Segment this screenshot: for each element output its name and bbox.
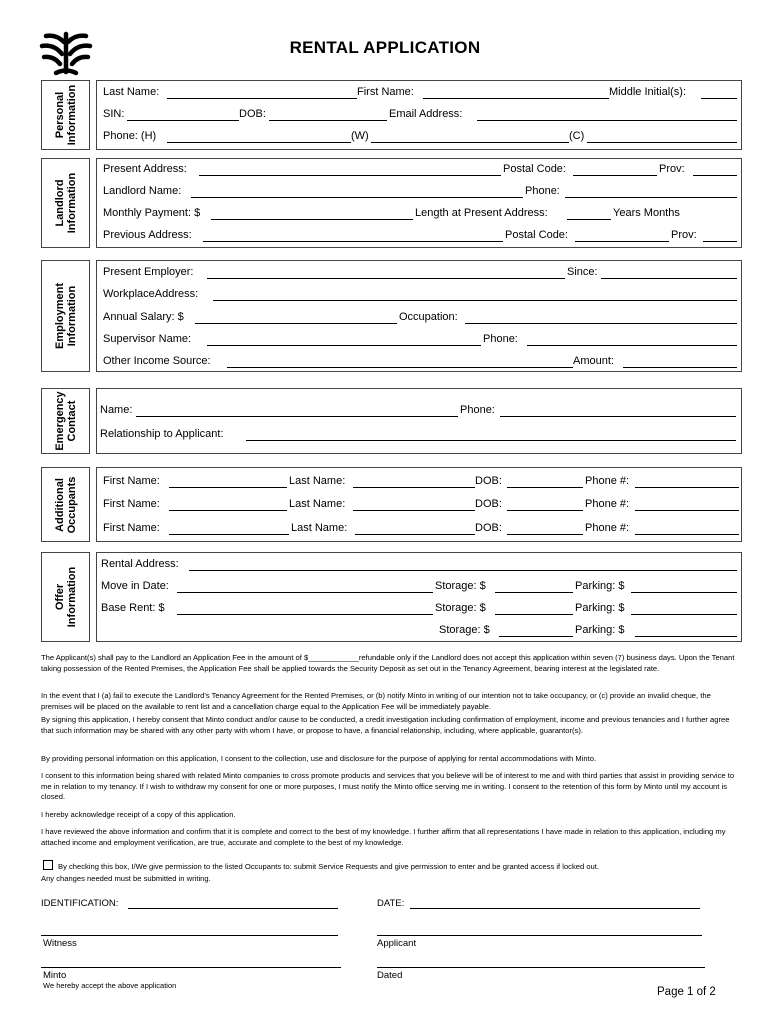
rental-address-label: Rental Address: xyxy=(101,558,179,570)
occupant-first-name-field[interactable] xyxy=(169,510,287,511)
relationship-label: Relationship to Applicant: xyxy=(100,428,224,440)
first-name-label: First Name: xyxy=(357,86,414,98)
occupant-last-name-label: Last Name: xyxy=(291,522,348,534)
terms-affirmation: I have reviewed the above information and confirm that it is complete and correct to the best of my knowledge. I further affirm that all representations I have made in relation to this application, including my attached income and employment verification, are true, accurate and complete to the best of my knowledge. xyxy=(41,827,726,847)
terms-receipt: I hereby acknowledge receipt of a copy of this application. xyxy=(41,810,236,819)
middle-initial-field[interactable] xyxy=(701,98,737,99)
occupation-label: Occupation: xyxy=(399,311,458,323)
years-months-label: Years Months xyxy=(613,207,680,219)
section-tab-personal xyxy=(41,80,90,150)
section-label: Additional Occupants xyxy=(53,476,78,533)
sin-label: SIN: xyxy=(103,108,125,120)
storage-field[interactable] xyxy=(495,592,573,593)
occupant-permission-checkbox[interactable] xyxy=(43,860,53,870)
prov-label-2: Prov: xyxy=(671,229,697,241)
occupant-dob-field[interactable] xyxy=(507,487,583,488)
page-number: Page 1 of 2 xyxy=(657,986,716,998)
employment-information-box xyxy=(96,260,742,372)
occupant-last-name-label: Last Name: xyxy=(289,498,346,510)
date-label: DATE: xyxy=(377,898,405,909)
postal-code-field[interactable] xyxy=(573,175,657,176)
occupant-first-name-field[interactable] xyxy=(169,534,289,535)
section-label: Personal Information xyxy=(53,84,78,146)
middle-initial-label: Middle Initial(s): xyxy=(609,86,687,98)
present-address-field[interactable] xyxy=(199,175,501,176)
dob-label: DOB: xyxy=(239,108,266,120)
storage-label: Storage: $ xyxy=(439,624,490,636)
supervisor-name-field[interactable] xyxy=(207,345,481,346)
occupant-phone-label: Phone #: xyxy=(585,475,630,487)
landlord-information-box xyxy=(96,158,742,248)
phone-cell-field[interactable] xyxy=(587,142,737,143)
supervisor-phone-label: Phone: xyxy=(483,333,518,345)
emergency-row-2 xyxy=(100,427,733,443)
terms-sharing-consent: I consent to this information being shared with related Minto companies to cross promote products and services that you believe will be of interest to me and with third parties that assist in providing service to me in relation to my tenancy. If I wish to withdraw my consent for one or more purposes, I must notify the Minto office serving me in writing. I consent to the retention of this form by Minto until my account is closed. xyxy=(41,771,735,801)
occupant-last-name-field[interactable] xyxy=(353,487,475,488)
move-in-date-label: Move in Date: xyxy=(101,580,169,592)
present-employer-label: Present Employer: xyxy=(103,266,194,278)
dated-label: Dated xyxy=(377,970,403,981)
occupant-phone-label: Phone #: xyxy=(585,498,630,510)
occupant-phone-field[interactable] xyxy=(635,534,739,535)
storage-label: Storage: $ xyxy=(435,602,486,614)
date-field[interactable] xyxy=(410,908,700,909)
move-in-date-field[interactable] xyxy=(177,592,433,593)
identification-field[interactable] xyxy=(128,908,338,909)
employment-row-4 xyxy=(103,332,733,348)
since-field[interactable] xyxy=(601,278,737,279)
occupation-field[interactable] xyxy=(465,323,737,324)
offer-information-box xyxy=(96,552,742,642)
occupant-last-name-label: Last Name: xyxy=(289,475,346,487)
section-label: Emergency Contact xyxy=(53,391,78,451)
landlord-row-2 xyxy=(103,184,733,200)
section-tab-offer xyxy=(41,552,90,642)
previous-address-label: Previous Address: xyxy=(103,229,192,241)
phone-work-field[interactable] xyxy=(371,142,569,143)
terms-application-fee: The Applicant(s) shall pay to the Landlord an Application Fee in the amount of $____________refundable only if the Landlord does not accept this application within seven (7) business days. Upon the Tenant taking possession of the Rented Premises, the Application Fee shall be applied towards the Security Deposit as set out in the Tenancy Agreement, bearing interest at the legislated rate. xyxy=(41,653,735,673)
landlord-row-1 xyxy=(103,162,733,178)
terms-cancellation: In the event that I (a) fail to execute the Landlord's Tenancy Agreement for the Rented Premises, or (b) notify Minto in writing of our intention not to take occupancy, or (c) provide an invalid cheque, the premises will be placed on the available to rent list and a cancellation charge equal to the Application Fee will be immediately payable. xyxy=(41,691,711,711)
minto-signature-line[interactable] xyxy=(41,967,341,968)
postal-code-label: Postal Code: xyxy=(503,163,566,175)
prov-field-2[interactable] xyxy=(703,241,737,242)
parking-label: Parking: $ xyxy=(575,580,625,592)
parking-field[interactable] xyxy=(631,592,737,593)
occupant-dob-label: DOB: xyxy=(475,522,502,534)
occupant-first-name-label: First Name: xyxy=(103,522,160,534)
page-title: RENTAL APPLICATION xyxy=(289,38,481,57)
storage-label: Storage: $ xyxy=(435,580,486,592)
landlord-phone-label: Phone: xyxy=(525,185,560,197)
section-tab-landlord xyxy=(41,158,90,248)
since-label: Since: xyxy=(567,266,598,278)
phone-work-label: (W) xyxy=(351,130,369,142)
employment-row-3 xyxy=(103,310,733,326)
parking-label: Parking: $ xyxy=(575,624,625,636)
dated-line[interactable] xyxy=(377,967,705,968)
sin-field[interactable] xyxy=(127,120,239,121)
applicant-label: Applicant xyxy=(377,938,417,949)
terms-personal-info: By providing personal information on this application, I consent to the collection, use and disclosure for the purpose of applying for rental accommodations with Minto. xyxy=(41,754,597,763)
occupant-phone-field[interactable] xyxy=(635,510,739,511)
occupant-last-name-field[interactable] xyxy=(355,534,475,535)
emergency-phone-label: Phone: xyxy=(460,404,495,416)
monthly-payment-label: Monthly Payment: $ xyxy=(103,207,201,219)
section-tab-emergency xyxy=(41,388,90,454)
personal-row-2 xyxy=(103,107,733,123)
occupant-row xyxy=(103,474,733,490)
prov-label: Prov: xyxy=(659,163,685,175)
employment-row-1 xyxy=(103,265,733,281)
workplace-address-field[interactable] xyxy=(213,300,737,301)
postal-code-label-2: Postal Code: xyxy=(505,229,568,241)
phone-cell-label: (C) xyxy=(569,130,585,142)
witness-label: Witness xyxy=(43,938,77,949)
occupant-row xyxy=(103,497,733,513)
base-rent-field[interactable] xyxy=(177,614,433,615)
length-at-address-field[interactable] xyxy=(567,219,611,220)
storage-field[interactable] xyxy=(495,614,573,615)
relationship-field[interactable] xyxy=(246,440,736,441)
present-employer-field[interactable] xyxy=(207,278,565,279)
previous-address-field[interactable] xyxy=(203,241,503,242)
monthly-payment-field[interactable] xyxy=(211,219,413,220)
section-tab-occupants xyxy=(41,467,90,542)
occupant-first-name-label: First Name: xyxy=(103,498,160,510)
terms-credit-consent: By signing this application, I hereby consent that Minto conduct and/or cause to be conducted, a credit investigation including confirmation of employment, income and previous tenancies and I further agree that such information may be shared with any other party with whom I have, or propose to have, a financial relationship, including, where applicable, guarantor(s). xyxy=(41,715,730,735)
minto-label: Minto xyxy=(43,970,67,981)
occupant-first-name-field[interactable] xyxy=(169,487,287,488)
parking-field[interactable] xyxy=(631,614,737,615)
personal-information-box xyxy=(96,80,742,150)
last-name-label: Last Name: xyxy=(103,86,160,98)
occupant-dob-field[interactable] xyxy=(507,534,583,535)
amount-field[interactable] xyxy=(623,367,737,368)
annual-salary-field[interactable] xyxy=(195,323,397,324)
last-name-field[interactable] xyxy=(167,98,357,99)
personal-row-3 xyxy=(103,129,733,145)
occupant-phone-field[interactable] xyxy=(635,487,739,488)
dob-field[interactable] xyxy=(269,120,387,121)
offer-row-4 xyxy=(101,623,733,639)
email-field[interactable] xyxy=(477,120,737,121)
amount-label: Amount: xyxy=(573,355,614,367)
employment-row-2 xyxy=(103,287,733,303)
landlord-row-4 xyxy=(103,228,733,244)
parking-label: Parking: $ xyxy=(575,602,625,614)
phone-home-label: Phone: (H) xyxy=(103,130,157,142)
supervisor-phone-field[interactable] xyxy=(527,345,737,346)
section-label: Landlord Information xyxy=(53,172,78,234)
landlord-name-field[interactable] xyxy=(191,197,523,198)
occupant-phone-label: Phone #: xyxy=(585,522,630,534)
annual-salary-label: Annual Salary: $ xyxy=(103,311,184,323)
changes-note: Any changes needed must be submitted in writing. xyxy=(41,874,211,883)
other-income-label: Other Income Source: xyxy=(103,355,211,367)
rental-address-field[interactable] xyxy=(189,570,737,571)
emergency-name-field[interactable] xyxy=(136,416,458,417)
section-label: Employment Information xyxy=(53,282,78,350)
email-label: Email Address: xyxy=(389,108,463,120)
workplace-address-label: WorkplaceAddress: xyxy=(103,288,199,300)
emergency-phone-field[interactable] xyxy=(500,416,736,417)
supervisor-name-label: Supervisor Name: xyxy=(103,333,192,345)
landlord-name-label: Landlord Name: xyxy=(103,185,182,197)
offer-row-3 xyxy=(101,601,733,617)
section-tab-employment xyxy=(41,260,90,372)
offer-row-2 xyxy=(101,579,733,595)
applicant-signature-line[interactable] xyxy=(377,935,702,936)
witness-signature-line[interactable] xyxy=(41,935,338,936)
checkbox-label: By checking this box, I/We give permission to the listed Occupants to: submit Service Requests and give permission to enter and be granted access if locked out. xyxy=(58,862,599,871)
occupant-row xyxy=(103,521,733,537)
present-address-label: Present Address: xyxy=(103,163,187,175)
first-name-field[interactable] xyxy=(423,98,609,99)
emergency-name-label: Name: xyxy=(100,404,133,416)
offer-row-1 xyxy=(101,557,733,573)
base-rent-label: Base Rent: $ xyxy=(101,602,165,614)
prov-field[interactable] xyxy=(693,175,737,176)
occupant-first-name-label: First Name: xyxy=(103,475,160,487)
postal-code-field-2[interactable] xyxy=(575,241,669,242)
emergency-contact-box xyxy=(96,388,742,454)
employment-row-5 xyxy=(103,354,733,370)
storage-field[interactable] xyxy=(499,636,573,637)
occupant-last-name-field[interactable] xyxy=(353,510,475,511)
emergency-row-1 xyxy=(100,403,733,419)
phone-home-field[interactable] xyxy=(167,142,351,143)
parking-field[interactable] xyxy=(635,636,737,637)
landlord-row-3 xyxy=(103,206,733,222)
acceptance-note: We hereby accept the above application xyxy=(43,981,177,990)
identification-label: IDENTIFICATION: xyxy=(41,898,119,909)
length-at-address-label: Length at Present Address: xyxy=(415,207,548,219)
additional-occupants-box xyxy=(96,467,742,542)
other-income-field[interactable] xyxy=(227,367,573,368)
landlord-phone-field[interactable] xyxy=(565,197,737,198)
occupant-dob-label: DOB: xyxy=(475,498,502,510)
occupant-dob-field[interactable] xyxy=(507,510,583,511)
section-label: Offer Information xyxy=(53,566,78,628)
occupant-dob-label: DOB: xyxy=(475,475,502,487)
personal-row-1 xyxy=(103,85,733,101)
